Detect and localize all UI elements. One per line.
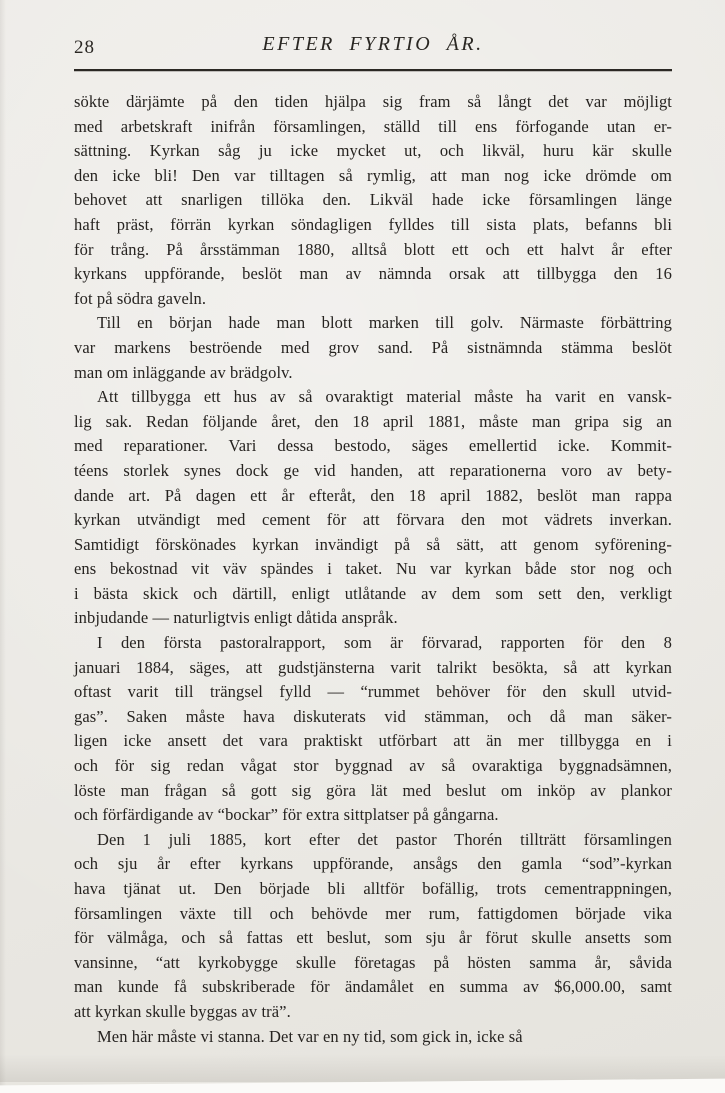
text-line: Att tillbygga ett hus av så ovaraktigt material måste ha varit en vansk-: [97, 387, 672, 407]
text-line: och sju år efter kyrkans uppförande, ansågs den gamla “sod”-kyrkan: [74, 854, 672, 874]
text-line: Till en början hade man blott marken till golv. Närmaste förbättring: [97, 313, 672, 333]
text-line: den icke bli! Den var tilltagen så rymlig, att man nog icke drömde om: [74, 165, 672, 185]
running-title: EFTER FYRTIO ÅR.: [262, 33, 484, 55]
text-line: kyrkans uppförande, beslöt man av nämnda orsak att tillbygga den 16: [74, 264, 672, 284]
text-line: téens storlek synes dock ge vid handen, att reparationerna voro av bety-: [74, 460, 672, 480]
text-line: I den första pastoralrapport, som är förvarad, rapporten för den 8: [97, 633, 672, 653]
text-line: med arbetskraft inifrån församlingen, ställd till ens förfogande utan er-: [74, 116, 672, 136]
text-line: och för sig redan vågat stor byggnad av så ovaraktiga byggnadsämnen,: [74, 756, 672, 776]
text-line: församlingen växte till och behövde mer rum, fattigdomen började vika: [74, 903, 672, 923]
text-line: med reparationer. Vari dessa bestodo, säges emellertid icke. Kommit-: [74, 436, 672, 456]
page-header: [74, 33, 672, 63]
text-line: lig sak. Redan följande året, den 18 april 1881, måste man gripa sig an: [74, 411, 672, 431]
text-line: fot på södra gaveln.: [74, 288, 207, 308]
text-line: att kyrkan skulle byggas av trä”.: [74, 1001, 291, 1021]
scan-left-edge: [0, 0, 6, 1093]
text-line: för välmåga, och så fattas ett beslut, som sju år förut skulle ansetts som: [74, 928, 672, 948]
text-line: haft präst, förrän kyrkan söndagligen fylldes till sista plats, befanns bli: [74, 214, 672, 234]
paragraph: [74, 385, 672, 631]
text-line: Samtidigt förskönades kyrkan invändigt på så sätt, att genom syförening-: [74, 534, 672, 554]
text-line: vansinne, “att kyrkobygge skulle företagas på hösten samma år, såvida: [74, 952, 672, 972]
text-line: i bästa skick och därtill, enligt utlåtande av dem som sett den, verkligt: [74, 583, 672, 603]
text-line: ens bekostnad vit väv spändes i taket. Nu var kyrkan både stor nog och: [74, 559, 672, 579]
text-line: januari 1884, säges, att gudstjänsterna varit talrikt besökta, så att kyrkan: [74, 657, 672, 677]
text-line: löste man frågan så gott sig göra lät med beslut om inköp av plankor: [74, 780, 672, 800]
text-line: oftast varit till trängsel fylld — “rummet behöver för den skull utvid-: [74, 682, 672, 702]
text-line: Men här måste vi stanna. Det var en ny tid, som gick in, icke så: [97, 1026, 523, 1046]
text-line: hava tjänat ut. Den började bli alltför bofällig, trots cementrappningen,: [74, 879, 672, 898]
text-line: man om inläggande av brädgolv.: [74, 362, 293, 382]
text-line: ligen icke ansett det vara praktiskt utförbart att än mer tillbygga en i: [74, 731, 672, 751]
text-line: kyrkan utvändigt med cement för att förvara den mot vädrets inverkan.: [74, 510, 672, 530]
text-line: var markens beströende med grov sand. På sistnämnda stämma beslöt: [74, 337, 672, 357]
text-line: sättning. Kyrkan såg ju icke mycket ut, och likväl, huru kär skulle: [74, 141, 672, 161]
paragraph: [74, 90, 672, 311]
text-line: gas”. Saken måste hava diskuterats vid stämman, och då man säker-: [74, 706, 672, 726]
paragraph: [74, 311, 672, 385]
text-line: och förfärdigande av “bockar” för extra sittplatser på gångarna.: [74, 805, 499, 825]
text-block: [74, 90, 672, 1049]
text-line: inbjudande — naturligtvis enligt dåtida anspråk.: [74, 608, 398, 628]
page-number: 28: [74, 37, 95, 58]
paragraph: [74, 1025, 672, 1050]
text-line: dande art. På dagen ett år efteråt, den 18 april 1882, beslöt man rappa: [74, 485, 672, 505]
text-line: för trång. På årsstämman 1880, alltså blott ett och ett halvt år efter: [74, 239, 672, 259]
text-line: behovet att snarligen tillöka den. Likväl hade icke församlingen länge: [74, 190, 672, 210]
paragraph: [74, 828, 672, 1025]
paragraph: [74, 631, 672, 828]
text-line: man kunde få subskriberade för ändamålet en summa av $6,000.00, samt: [74, 977, 672, 997]
header-rule: [74, 69, 672, 71]
text-line: sökte därjämte på den tiden hjälpa sig fram så långt det var möjligt: [74, 92, 672, 111]
bottom-shade: [0, 1054, 725, 1082]
text-line: Den 1 juli 1885, kort efter det pastor Thorén tillträtt församlingen: [97, 829, 672, 849]
